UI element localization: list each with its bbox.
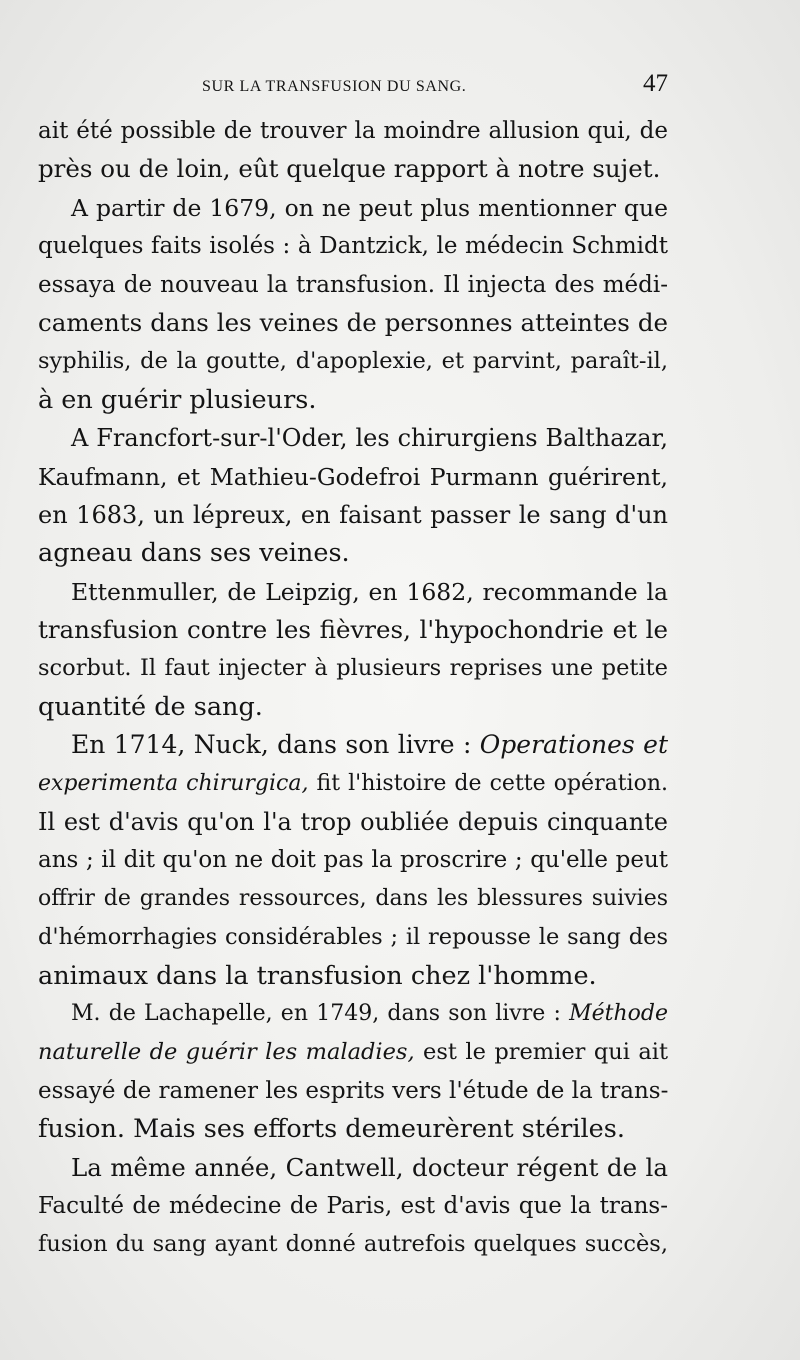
text-line: caments dans les veines de personnes atteintes de [38, 307, 668, 337]
text-line [38, 995, 668, 1033]
text-line: La même année, Cantwell, docteur régent de la [71, 1152, 668, 1182]
italic-title: Méthode [569, 1000, 668, 1026]
text-line [38, 1033, 668, 1071]
text-line: essaya de nouveau la transfusion. Il injecta des médi- [38, 271, 668, 298]
text-line: Ettenmuller, de Leipzig, en 1682, recommande la [71, 577, 668, 606]
text-line: en 1683, un lépreux, en faisant passer le sang d'un [38, 500, 668, 529]
text-line: animaux dans la transfusion chez l'homme. [38, 960, 597, 991]
text-line: fusion du sang ayant donné autrefois quelques succès, [38, 1231, 668, 1258]
text-line [38, 726, 668, 764]
text-line: ait été possible de trouver la moindre allusion qui, de [38, 118, 668, 144]
italic-title: naturelle de guérir les maladies, [38, 1039, 415, 1066]
running-title: SUR LA TRANSFUSION DU SANG. [202, 78, 467, 95]
text-line: syphilis, de la goutte, d'apoplexie, et parvint, paraît-il, [38, 348, 668, 375]
text-run: En 1714, Nuck, dans son livre : [71, 730, 480, 760]
body-text [38, 112, 668, 1264]
text-line: ans ; il dit qu'on ne doit pas la proscrire ; qu'elle peut [38, 847, 668, 874]
text-line: d'hémorrhagies considérables ; il repousse le sang des [38, 924, 668, 951]
text-line [38, 765, 668, 803]
text-line: Kaufmann, et Mathieu-Godefroi Purmann guérirent, [38, 462, 668, 491]
page-number: 47 [643, 70, 668, 97]
text-line: A partir de 1679, on ne peut plus mentionner que [71, 193, 668, 222]
text-line: Il est d'avis qu'on l'a trop oubliée depuis cinquante [38, 808, 668, 837]
text-run: est le premier qui ait [414, 1039, 668, 1066]
text-line: offrir de grandes ressources, dans les blessures suivies [38, 885, 668, 911]
text-line: quantité de sang. [38, 691, 263, 722]
italic-title: Operationes et [479, 730, 668, 760]
text-line: transfusion contre les fièvres, l'hypochondrie et le [38, 615, 668, 645]
italic-title: experimenta chirurgica, [38, 770, 309, 796]
text-line: A Francfort-sur-l'Oder, les chirurgiens Balthazar, [71, 424, 668, 453]
text-line: quelques faits isolés : à Dantzick, le médecin Schmidt [38, 233, 668, 260]
text-run: fit l'histoire de cette opération. [308, 770, 668, 796]
running-header [38, 68, 668, 108]
text-line: près ou de loin, eût quelque rapport à notre sujet. [38, 154, 661, 184]
text-line: essayé de ramener les esprits vers l'étude de la trans- [38, 1077, 669, 1104]
text-line: agneau dans ses veines. [38, 538, 350, 569]
text-line: fusion. Mais ses efforts demeurèrent stériles. [38, 1114, 625, 1145]
text-line: Faculté de médecine de Paris, est d'avis que la trans- [38, 1192, 668, 1219]
text-line: scorbut. Il faut injecter à plusieurs reprises une petite [38, 655, 668, 682]
text-line: à en guérir plusieurs. [38, 384, 317, 415]
text-run: M. de Lachapelle, en 1749, dans son livre : [71, 1000, 570, 1026]
